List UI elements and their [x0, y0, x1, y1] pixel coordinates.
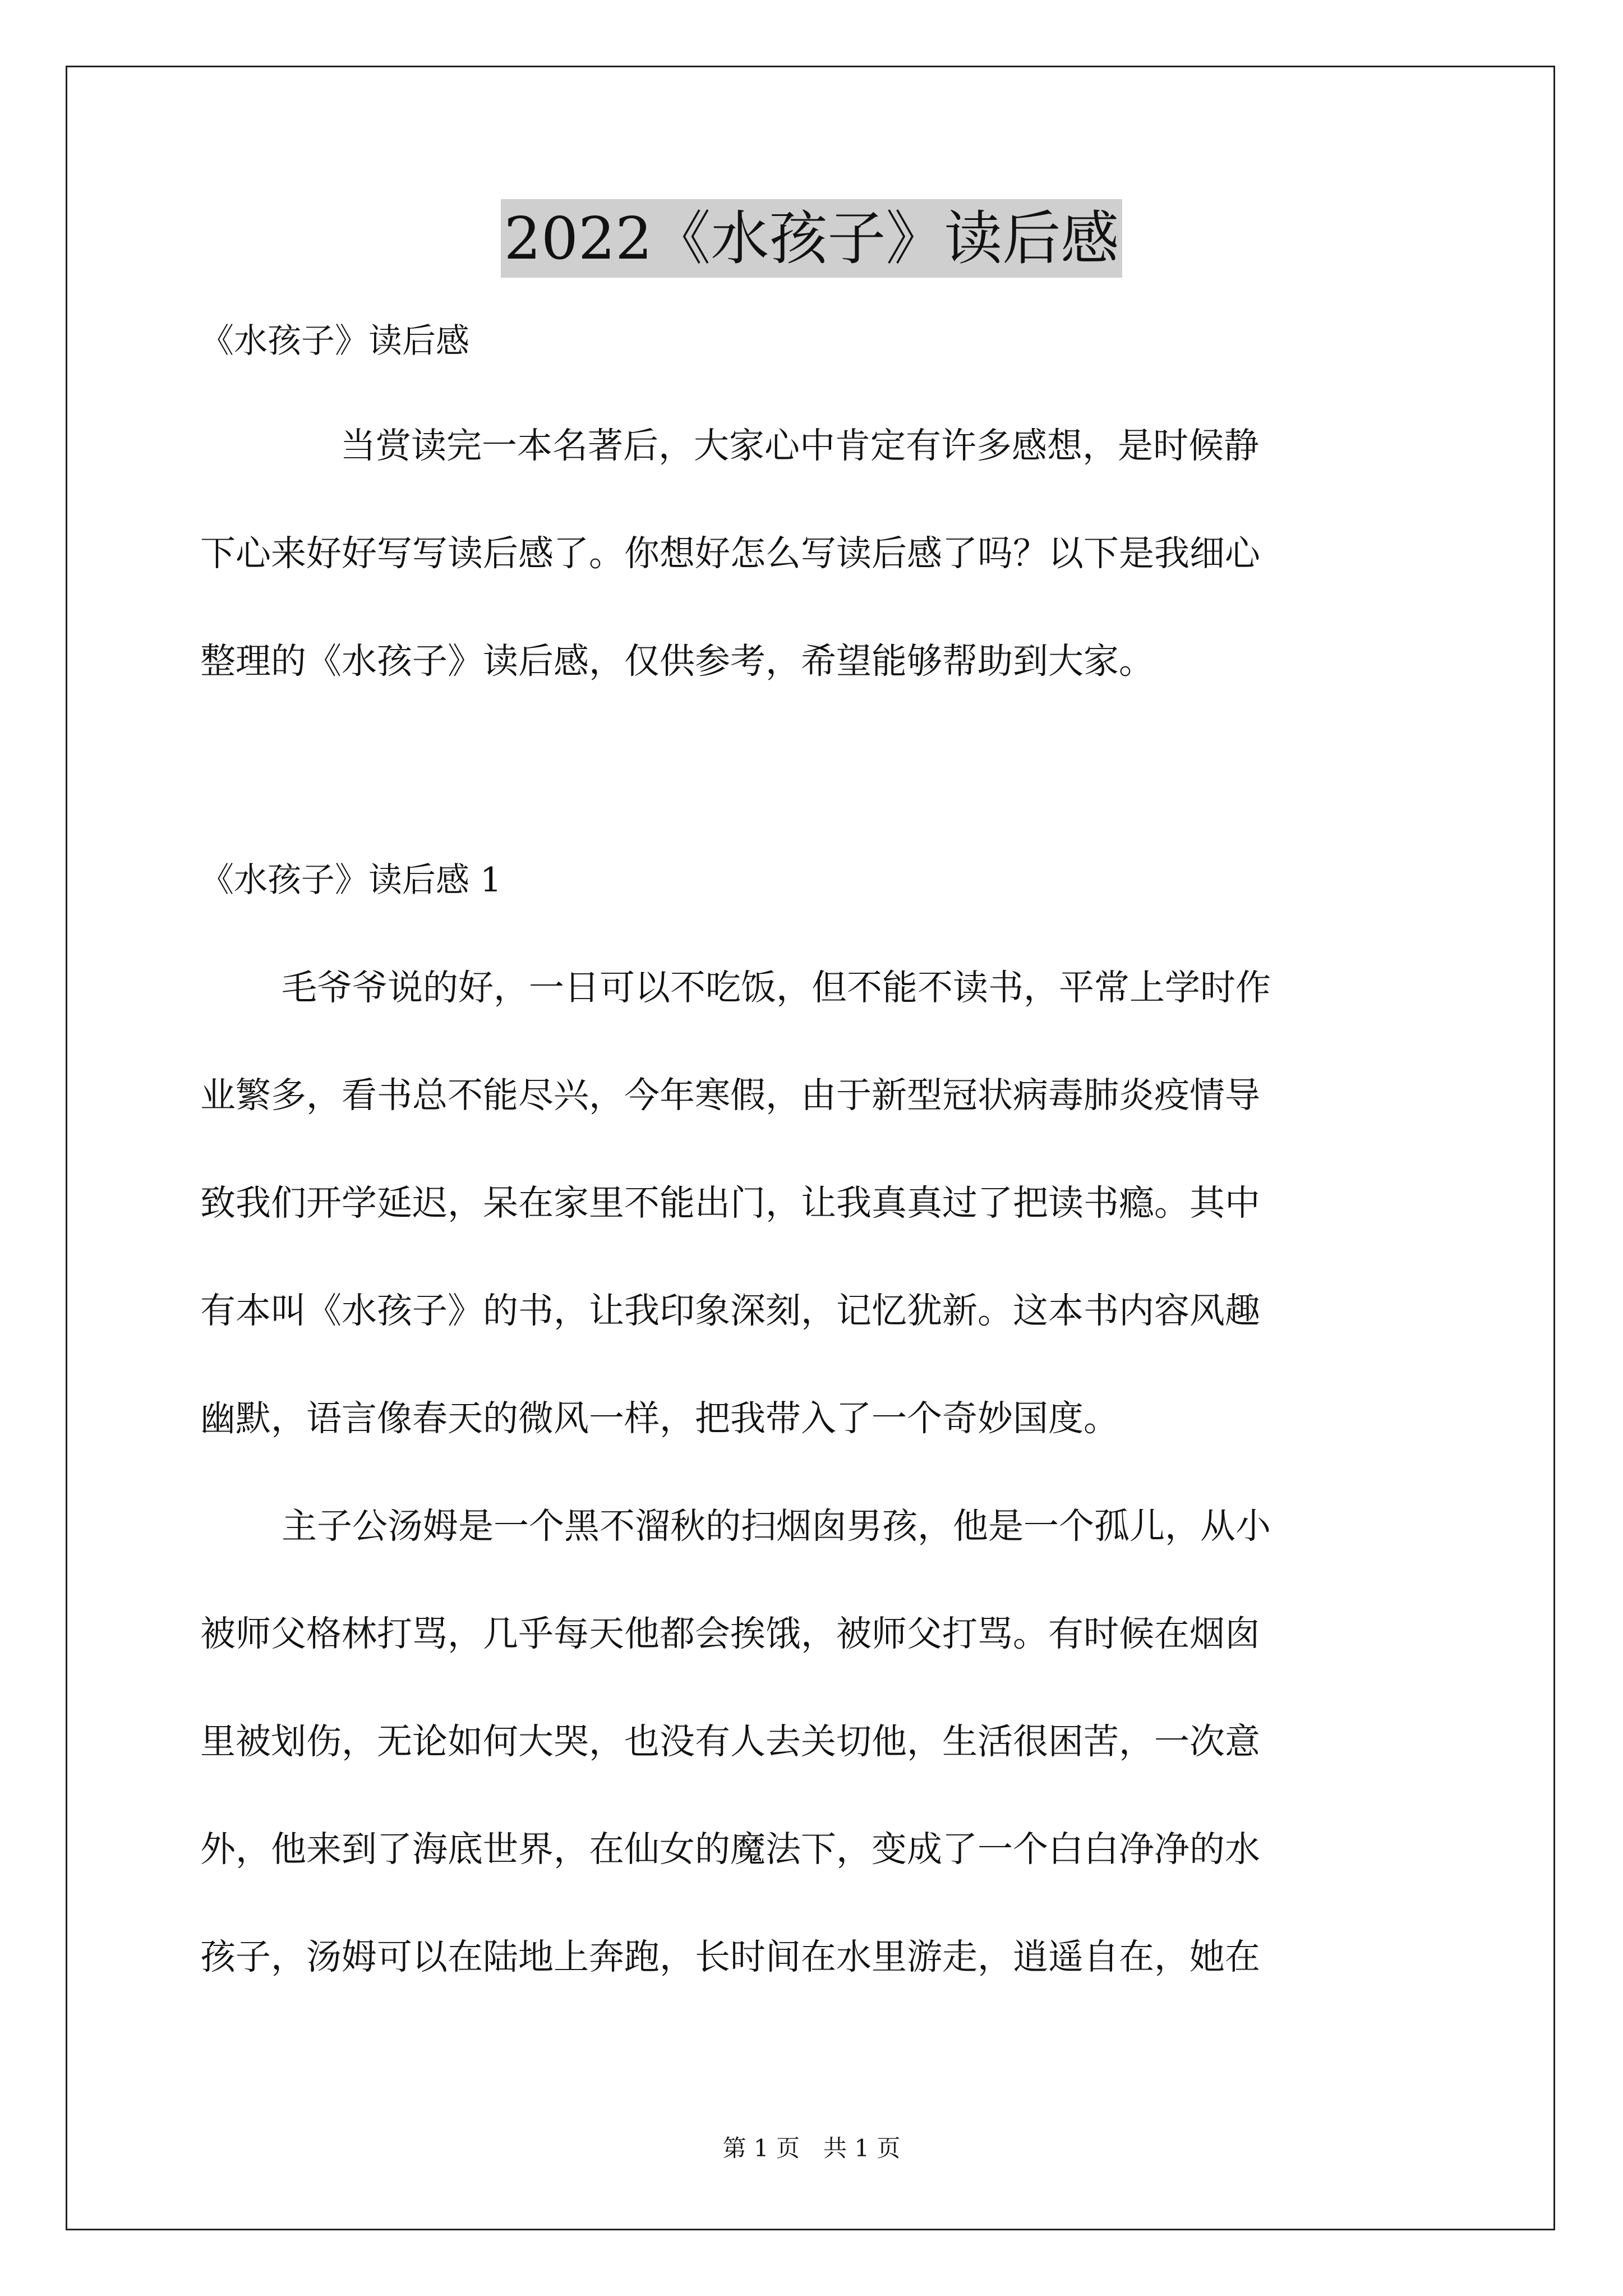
paragraph-line: 外，他来到了海底世界，在仙女的魔法下，变成了一个白白净净的水 — [200, 1829, 1260, 1870]
intro-paragraph — [200, 392, 1431, 715]
paragraph-line: 主子公汤姆是一个黑不溜秋的扫烟囱男孩，他是一个孤儿，从小 — [282, 1506, 1271, 1547]
paragraph-line: 幽默，语言像春天的微风一样，把我带入了一个奇妙国度。 — [200, 1398, 1119, 1439]
document-body — [200, 314, 1431, 2011]
paragraph-line: 致我们开学延迟，呆在家里不能出门，让我真真过了把读书瘾。其中 — [200, 1182, 1260, 1223]
intro-line: 整理的《水孩子》读后感，仅供参考，希望能够帮助到大家。 — [200, 641, 1154, 682]
intro-heading: 《水孩子》读后感 — [200, 321, 469, 361]
paragraph-line: 被师父格林打骂，几乎每天他都会挨饿，被师父打骂。有时候在烟囱 — [200, 1613, 1260, 1654]
document-title-text: 2022《水孩子》读后感 — [501, 199, 1123, 278]
intro-line: 当赏读完一本名著后，大家心中肯定有许多感想，是时候静 — [340, 425, 1259, 466]
intro-line: 下心来好好写写读后感了。你想好怎么写读后感了吗？以下是我细心 — [200, 533, 1260, 574]
document-title — [0, 199, 1623, 278]
section-1-heading: 《水孩子》读后感 1 — [200, 861, 502, 900]
paragraph-line: 有本叫《水孩子》的书，让我印象深刻，记忆犹新。这本书内容风趣 — [200, 1290, 1260, 1331]
paragraph-line: 里被划伤，无论如何大哭，也没有人去关切他，生活很困苦，一次意 — [200, 1721, 1260, 1762]
paragraph-line: 孩子，汤姆可以在陆地上奔跑，长时间在水里游走，逍遥自在，她在 — [200, 1936, 1260, 1977]
page-footer: 第 1 页 共 1 页 — [722, 2134, 901, 2162]
section-1-paragraph-1 — [200, 934, 1431, 1473]
paragraph-line: 业繁多，看书总不能尽兴，今年寒假，由于新型冠状病毒肺炎疫情导 — [200, 1075, 1260, 1116]
paragraph-line: 毛爷爷说的好，一日可以不吃饭，但不能不读书，平常上学时作 — [282, 967, 1271, 1008]
section-1-paragraph-2 — [200, 1473, 1431, 2011]
